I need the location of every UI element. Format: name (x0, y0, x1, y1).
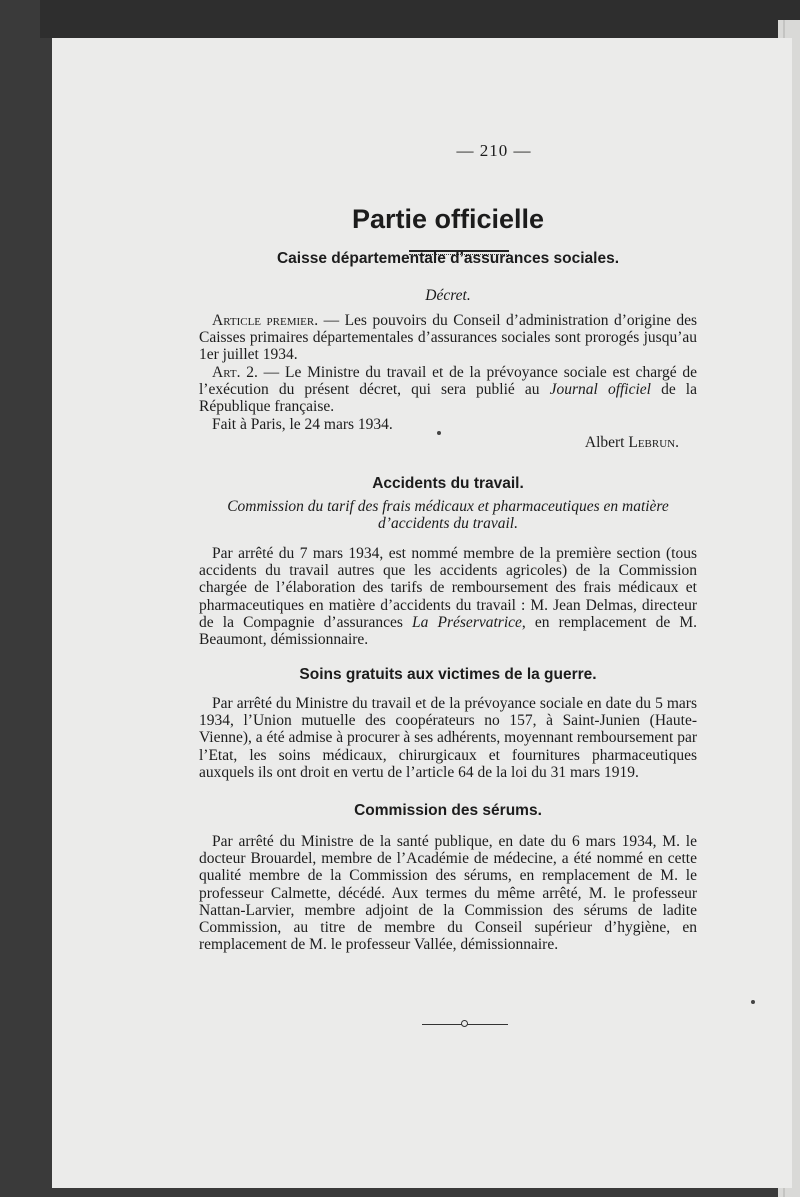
section-heading-accidents: Accidents du travail. (372, 475, 524, 492)
section-heading-caisse: Caisse départementale d’assurances sociales. (276, 250, 620, 267)
section-subtitle-commission-tarif: Commission du tarif des frais médicaux et pharmaceutiques en matière d’accidents du travail. (227, 498, 669, 532)
ornament-dot (461, 1020, 468, 1027)
accidents-text-b: , en remplacement de M. Beaumont, démissionnaire. (199, 613, 698, 649)
document-page (52, 38, 792, 1188)
article-1-label: Article premier. (212, 312, 319, 329)
soins-text: Par arrêté du Ministre du travail et de la prévoyance sociale en date du 5 mars 1934, l’Union mutuelle des coopérateurs no 157, à Saint-Junien (Haute-Vienne), a été admise à procurer à ses adhérents, moyennant remboursement par l’Etat, les soins médicaux, chirurgicaux et fournitures pharmaceutiques auxquels ils ont droit en vertu de l’article 64 de la loi du 31 mars 1919. (199, 695, 697, 781)
article-2-text-b: de la République française. (199, 381, 697, 416)
page-number: — 210 — (456, 141, 532, 160)
serums-text: Par arrêté du Ministre de la santé publique, en date du 6 mars 1934, M. le docteur Brouardel, membre de l’Académie de médecine, a été nommé en cette qualité membre de la Commission des sérums, en remplacement de M. le professeur Calmette, décédé. Aux termes du même arrêté, M. le professeur Nattan-Larvier, membre adjoint de la Commission des sérums de ladite Commission, au titre de membre du Conseil supérieur d’hygiène, en remplacement de M. le professeur Vallée, démissionnaire. (199, 833, 697, 954)
article-2-label: Art. 2. (212, 364, 258, 381)
page-title: Partie officielle (351, 204, 545, 234)
accidents-text (199, 545, 697, 648)
section-heading-serums: Commission des sérums. (354, 802, 542, 819)
speck (751, 1000, 755, 1004)
accidents-text-a: Par arrêté du 7 mars 1934, est nommé membre de la première section (tous accidents du travail autres que les accidents agricoles) de la Commission chargée de l’élaboration des tarifs de remboursement des frais médicaux et pharmaceutiques en matière d’accidents du travail : M. Jean Delmas, directeur de la Compagnie d’assurances (199, 545, 697, 631)
section-heading-soins: Soins gratuits aux victimes de la guerre. (299, 666, 597, 683)
signature-first: Albert (584, 434, 629, 451)
speck (437, 431, 441, 435)
article-2 (199, 364, 697, 416)
company-name: La Préservatrice (412, 613, 522, 631)
section-subtitle-decret: Décret. (425, 287, 471, 304)
article-2-text-a: — Le Ministre du travail et de la prévoyance sociale est chargé de l’exécution du présent décret, qui sera publié au (199, 364, 698, 399)
signature (199, 434, 697, 451)
place-date: Fait à Paris, le 24 mars 1934. (212, 416, 393, 433)
article-1 (199, 312, 697, 364)
article-1-text: — Les pouvoirs du Conseil d’administration d’origine des Caisses primaires départementales d’assurances sociales sont prorogés jusqu’au 1er juillet 1934. (199, 312, 697, 364)
scan-background-top (40, 0, 800, 38)
closing-ornament (422, 1018, 508, 1030)
signature-last: Lebrun. (628, 434, 679, 451)
journal-officiel: Journal officiel (549, 381, 651, 399)
